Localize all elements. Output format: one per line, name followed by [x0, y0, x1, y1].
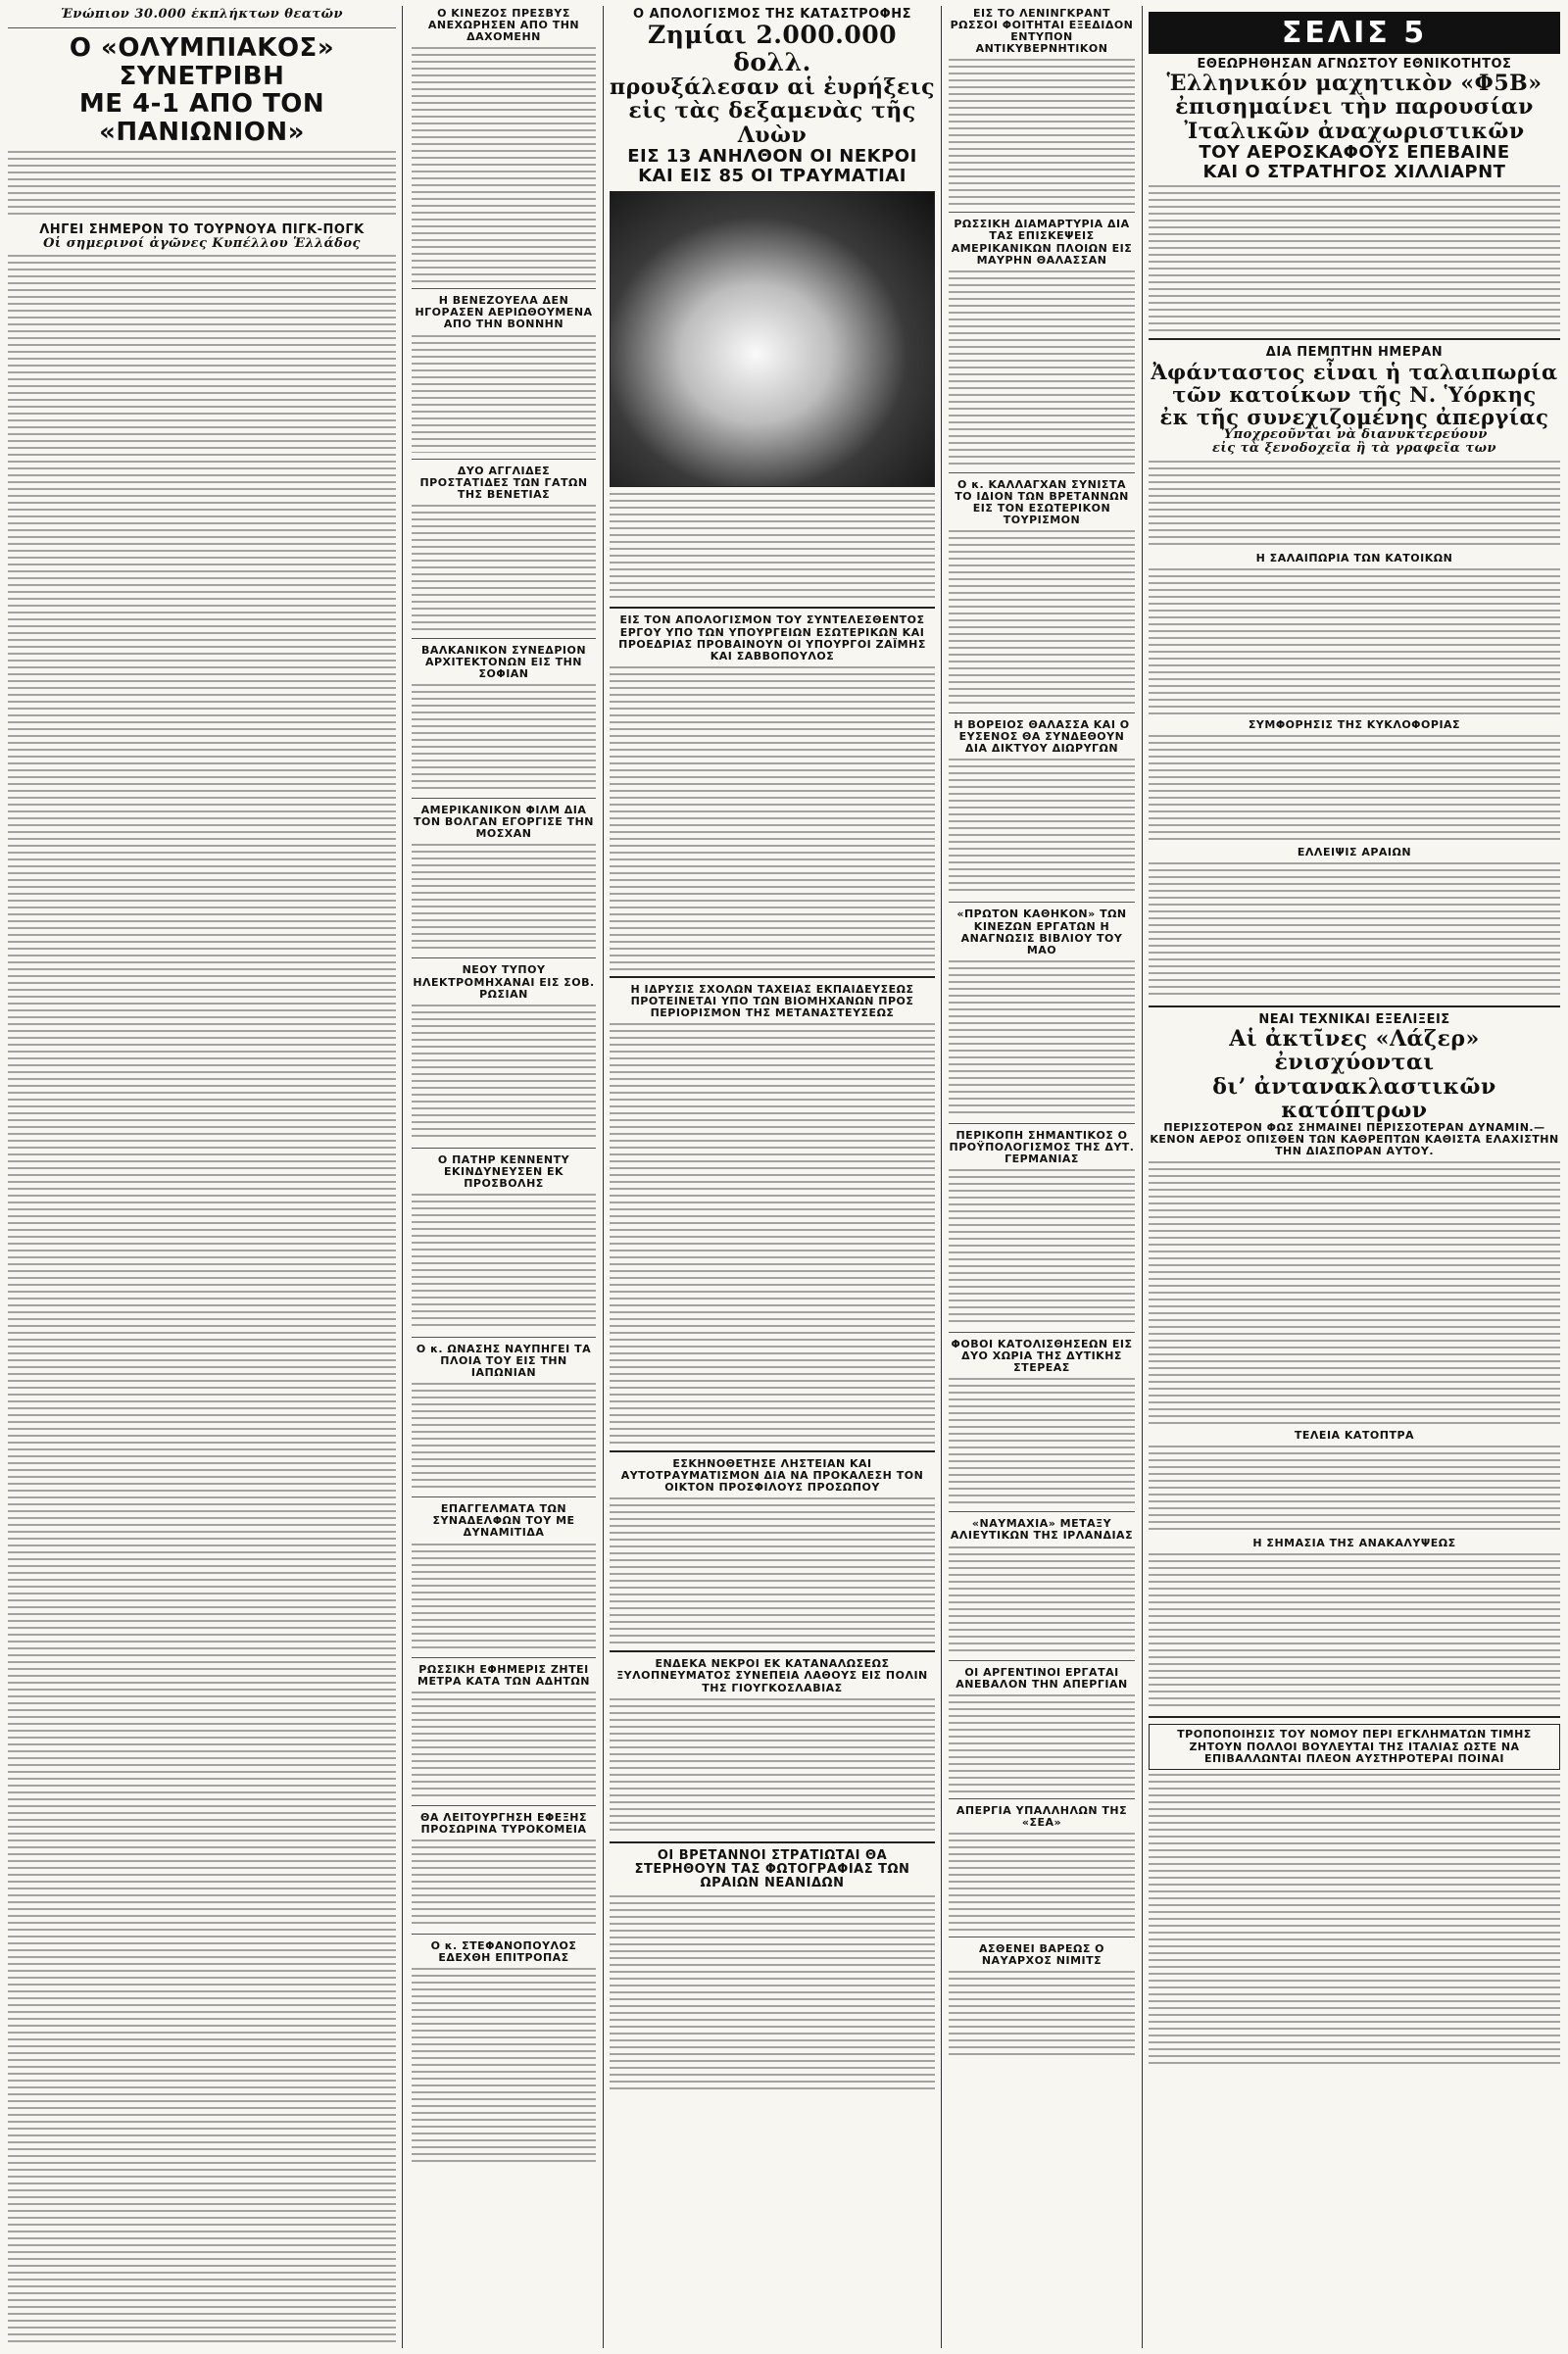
divider — [949, 212, 1135, 213]
subhead-cup-matches: Οἱ σημερινοί ἀγῶνες Κυπέλλου Ἑλλάδος — [43, 235, 361, 251]
deck-laser: ΠΕΡΙΣΣΟΤΕΡΟΝ ΦΩΣ ΣΗΜΑΙΝΕΙ ΠΕΡΙΣΣΟΤΕΡΑΝ ΔΥΝΑΜΙΝ.— ΚΕΝΟΝ ΑΕΡΟΣ ΟΠΙΣΘΕΝ ΤΩΝ ΚΑΘΡΕΠΤΩΝ ΚΑΘΙΣΤΑ ΕΛΑΧΙΣΤΗΝ ΤΗΝ ΔΙΑΣΠΟΡΑΝ ΑΥΤΟΥ. — [1150, 1120, 1559, 1158]
box-italy-law — [1149, 1724, 1560, 1769]
headline-f5b-2: ἐπισημαίνει τὴν παρουσίαν — [1175, 94, 1534, 121]
deck-aircraft-2: ΚΑΙ Ο ΣΤΡΑΤΗΓΟΣ ΧΙΛΛΙΑΡΝΤ — [1202, 161, 1506, 182]
divider — [949, 712, 1135, 713]
headline-british-soldiers: ΟΙ ΒΡΕΤΑΝΝΟΙ ΣΤΡΑΤΙΩΤΑΙ ΘΑ ΣΤΕΡΗΘΟΥΝ ΤΑΣ ΦΩΤΟΓΡΑΦΙΑΣ ΤΩΝ ΩΡΑΙΩΝ ΝΕΑΝΙΔΩΝ — [634, 1847, 910, 1891]
headline-laser-1: Αἱ ἀκτῖνες «Λάζερ» ἐνισχύονται — [1229, 1026, 1480, 1076]
article-body — [949, 1169, 1135, 1326]
article-body — [412, 1005, 596, 1142]
headline-nyc-1: Ἀφάνταστος εἶναι ἡ ταλαιπωρία — [1151, 359, 1558, 384]
headline-mao-book: «ΠΡΩΤΟΝ ΚΑΘΗΚΟΝ» ΤΩΝ ΚΙΝΕΖΩΝ ΕΡΓΑΤΩΝ Η ΑΝΑΓΝΩΣΙΣ ΒΙΒΛΙΟΥ ΤΟΥ ΜΑΟ — [956, 907, 1127, 956]
article-body — [412, 505, 596, 632]
article-body — [1149, 735, 1560, 843]
article-body — [949, 530, 1135, 707]
article-body — [1149, 185, 1560, 332]
headline-methanol-deaths: ΕΝΔΕΚΑ ΝΕΚΡΟΙ ΕΚ ΚΑΤΑΝΑΛΩΣΕΩΣ ΞΥΛΟΠΝΕΥΜΑΤΟΣ ΣΥΝΕΠΕΙΑ ΛΑΘΟΥΣ ΕΙΣ ΠΟΛΙΝ ΤΗΣ ΓΙΟΥΓΚΟΣΛΑΒΙΑΣ — [616, 1657, 928, 1694]
headline-damages-3: εἰς τὰς δεξαμενὰς τῆς Λυὼν — [628, 98, 916, 148]
article-body — [949, 270, 1135, 466]
column-rule — [1142, 6, 1143, 2348]
article-body — [1149, 1774, 1560, 2068]
photo-fire — [610, 191, 935, 487]
article-body — [1149, 862, 1560, 1000]
column-world-news — [949, 8, 1135, 2346]
divider — [610, 976, 935, 978]
divider — [949, 1798, 1135, 1799]
article-body — [412, 1968, 596, 2164]
headline-chinese-ambassador: Ο ΚΙΝΕΖΟΣ ΠΡΕΣΒΥΣ ΑΝΕΧΩΡΗΣΕΝ ΑΠΟ ΤΗΝ ΔΑΧΟΜΕΗΝ — [427, 8, 580, 44]
divider — [412, 1496, 596, 1497]
headline-venezuela: Η ΒΕΝΕΖΟΥΕΛΑ ΔΕΝ ΗΓΟΡΑΣΕΝ ΑΕΡΙΩΘΟΥΜΕΝΑ ΑΠΟ ΤΗΝ ΒΟΝΝΗΝ — [415, 294, 593, 331]
deck-dead: ΕΙΣ 13 ΑΝΗΛΘΟΝ ΟΙ ΝΕΚΡΟΙ — [627, 145, 917, 167]
headline-canals: Η ΒΟΡΕΙΟΣ ΘΑΛΑΣΣΑ ΚΑΙ Ο ΕΥΣΕΝΟΣ ΘΑ ΣΥΝΔΕΘΟΥΝ ΔΙΑ ΔΙΚΤΥΟΥ ΔΙΩΡΥΓΩΝ — [954, 718, 1130, 756]
divider — [949, 1660, 1135, 1661]
headline-f5b-3: Ἰταλικῶν ἀναχωριστικῶν — [1184, 118, 1525, 144]
minor-head-3: ΕΛΛΕΙΨΙΣ ΑΡΑΙΩΝ — [1297, 845, 1412, 858]
headline-dynamite: ΕΠΑΓΓΕΛΜΑΤΑ ΤΩΝ ΣΥΝΑΔΕΛΦΩΝ ΤΟΥ ΜΕ ΔΥΝΑΜΙΤΙΔΑ — [432, 1502, 575, 1540]
article-body — [412, 684, 596, 792]
headline-callaghan: Ο κ. ΚΑΛΛΑΓΧΑΝ ΣΥΝΙΣΤΑ ΤΟ ΙΔΙΟΝ ΤΩΝ ΒΡΕΤΑΝΝΩΝ ΕΙΣ ΤΟΝ ΕΣΩΤΕΡΙΚΟΝ ΤΟΥΡΙΣΜΟΝ — [955, 477, 1129, 527]
column-rule — [402, 6, 403, 2348]
kicker-fifth-day: ΔΙΑ ΠΕΜΠΤΗΝ ΗΜΕΡΑΝ — [1265, 345, 1444, 361]
headline-nyc-3: ἐκ τῆς συνεχιζομένης ἀπεργίας — [1159, 404, 1549, 429]
headline-laser-2: δι’ ἀντανακλαστικῶν κατόπτρων — [1212, 1073, 1496, 1123]
column-rule — [603, 6, 604, 2348]
divider — [412, 1337, 596, 1338]
headline-nimitz: ΑΣΘΕΝΕΙ ΒΑΡΕΩΣ Ο ΝΑΥΑΡΧΟΣ ΝΙΜΙΤΣ — [978, 1941, 1105, 1967]
headline-damages-2: προυξάλεσαν αἱ ἐυρήξεις — [610, 74, 935, 101]
headline-landslides: ΦΟΒΟΙ ΚΑΤΟΛΙΣΘΗΣΕΩΝ ΕΙΣ ΔΥΟ ΧΩΡΙΑ ΤΗΣ ΔΥΤΙΚΗΣ ΣΤΕΡΕΑΣ — [951, 1338, 1133, 1375]
subhead-ping-pong: ΛΗΓΕΙ ΣΗΜΕΡΟΝ ΤΟ ΤΟΥΡΝΟΥΑ ΠΙΓΚ-ΠΟΓΚ — [39, 221, 365, 237]
article-body — [1149, 1161, 1560, 1426]
column-sports — [8, 8, 396, 2346]
divider — [949, 1332, 1135, 1333]
column-features — [1149, 8, 1560, 2346]
article-lead — [8, 151, 396, 220]
kicker-disaster: Ο ΑΠΟΛΟΓΙΣΜΟΣ ΤΗΣ ΚΑΤΑΣΤΡΟΦΗΣ — [633, 8, 911, 22]
deck-injured: ΚΑΙ ΕΙΣ 85 ΟΙ ΤΡΑΥΜΑΤΙΑΙ — [638, 165, 906, 186]
top-line: Ἐνώπιον 30.000 ἐκπλήκτων θεατῶν — [61, 8, 343, 22]
kicker-nationality: ΕΘΕΩΡΗΘΗΣΑΝ ΑΓΝΩΣΤΟΥ ΕΘΝΙΚΟΤΗΤΟΣ — [1197, 57, 1512, 72]
headline-stefanopoulos: Ο κ. ΣΤΕΦΑΝΟΠΟΥΛΟΣ ΕΔΕΧΘΗ ΕΠΙΤΡΟΠΑΣ — [430, 1938, 577, 1964]
article-body — [949, 1378, 1135, 1505]
headline-olympiakos-2: ΜΕ 4-1 ΑΠΟ ΤΟΝ «ΠΑΝΙΩΝΙΟΝ» — [78, 89, 325, 148]
column-rule — [941, 6, 942, 2348]
article-body — [412, 1692, 596, 1799]
headline-naval-battle: «ΝΑΥΜΑΧΙΑ» ΜΕΤΑΞΥ ΑΛΙΕΥΤΙΚΩΝ ΤΗΣ ΙΡΛΑΝΔΙΑΣ — [950, 1517, 1134, 1543]
article-body — [1149, 1553, 1560, 1710]
headline-nyc-2: τῶν κατοίκων τῆς Ν. Ὑόρκης — [1172, 381, 1537, 407]
divider — [1149, 338, 1560, 340]
section-banner: ΣΕΛΙΣ 5 — [1149, 12, 1560, 54]
article-body — [610, 1698, 935, 1836]
minor-head-1: Η ΣΑΛΑΙΠΩΡΙΑ ΤΩΝ ΚΑΤΟΙΚΩΝ — [1255, 551, 1453, 564]
headline-ministers-report: ΕΙΣ ΤΟΝ ΑΠΟΛΟΓΙΣΜΟΝ ΤΟΥ ΣΥΝΤΕΛΕΣΘΕΝΤΟΣ ΕΡΓΟΥ ΥΠΟ ΤΩΝ ΥΠΟΥΡΓΕΙΩΝ ΕΣΩΤΕΡΙΚΩΝ ΚΑΙ ΠΡΟΕΔΡΙΑΣ ΠΡΟΒΑΙΝΟΥΝ ΟΙ ΥΠΟΥΡΓΟΙ ΖΑΪΜΗΣ ΚΑΙ ΣΑΒΒΟΠΟΥΛΟΣ — [618, 613, 926, 662]
article-body — [949, 1546, 1135, 1654]
divider — [412, 288, 596, 289]
divider — [412, 1934, 596, 1935]
headline-olympiakos-1: Ο «ΟΛΥΜΠΙΑΚΟΣ» ΣΥΝΕΤΡΙΒΗ — [69, 33, 335, 91]
headline-staged-robbery: ΕΣΚΗΝΟΘΕΤΗΣΕ ΛΗΣΤΕΙΑΝ ΚΑΙ ΑΥΤΟΤΡΑΥΜΑΤΙΣΜΟΝ ΔΙΑ ΝΑ ΠΡΟΚΑΛΕΣΗ ΤΟΝ ΟΙΚΤΟΝ ΠΡΟΣΦΙΛΟΥΣ ΠΡΟΣΩΠΟΥ — [620, 1457, 924, 1495]
headline-onassis: Ο κ. ΩΝΑΣΗΣ ΝΑΥΠΗΓΕΙ ΤΑ ΠΛΟΙΑ ΤΟΥ ΕΙΣ ΤΗΝ ΙΑΠΩΝΙΑΝ — [416, 1342, 592, 1380]
article-body — [412, 47, 596, 282]
article-body — [949, 759, 1135, 896]
article-body — [1149, 1446, 1560, 1534]
headline-leningrad-students: ΕΙΣ ΤΟ ΛΕΝΙΝΓΚΡΑΝΤ ΡΩΣΣΟΙ ΦΟΙΤΗΤΑΙ ΕΞΕΔΙΔΟΝ ΕΝΤΥΠΟΝ ΑΝΤΙΚΥΒΕΡΝΗΤΙΚΟΝ — [950, 8, 1134, 56]
article-body — [610, 1895, 935, 2091]
article-body — [949, 960, 1135, 1117]
headline-cheese-dairies: ΘΑ ΛΕΙΤΟΥΡΓΗΣΗ ΕΦΕΞΗΣ ΠΡΟΣΩΡΙΝΑ ΤΥΡΟΚΟΜΕΙΑ — [419, 1810, 587, 1836]
headline-architects: ΒΑΛΚΑΝΙΚΟΝ ΣΥΝΕΔΡΙΟΝ ΑΡΧΙΤΕΚΤΟΝΩΝ ΕΙΣ ΤΗΝ ΣΟΦΙΑΝ — [420, 643, 587, 681]
headline-volga-film: ΑΜΕΡΙΚΑΝΙΚΟΝ ΦΙΛΜ ΔΙΑ ΤΟΝ ΒΟΛΓΑΝ ΕΓΟΡΓΙΣΕ ΤΗΝ ΜΟΣΧΑΝ — [413, 804, 594, 841]
article-body — [412, 844, 596, 952]
minor-head-2: ΣΥΜΦΟΡΗΣΙΣ ΤΗΣ ΚΥΚΛΟΦΟΡΙΑΣ — [1248, 717, 1461, 731]
divider — [412, 1805, 596, 1806]
headline-electronic-machines: ΝΕΟΥ ΤΥΠΟΥ ΗΛΕΚΤΡΟΜΗΧΑΝΑΙ ΕΙΣ ΣΟΒ. ΡΩΣΙΑΝ — [413, 963, 595, 1001]
article-body — [412, 1194, 596, 1331]
divider — [412, 1148, 596, 1149]
divider — [8, 27, 396, 28]
divider — [412, 1657, 596, 1658]
article-body — [412, 1383, 596, 1491]
divider — [412, 638, 596, 639]
subhead-nyc-1: Ὑποχρεοῦνται νὰ διανυκτερεύουν — [1221, 427, 1488, 443]
article-body — [610, 666, 935, 970]
headline-fast-schools: Η ΙΔΡΥΣΙΣ ΣΧΟΛΩΝ ΤΑΧΕΙΑΣ ΕΚΠΑΙΔΕΥΣΕΩΣ ΠΡΟΤΕΙΝΕΤΑΙ ΥΠΟ ΤΩΝ ΒΙΟΜΗΧΑΝΩΝ ΠΡΟΣ ΠΕΡΙΟΡΙΣΜΟΝ ΤΗΣ ΜΕΤΑΝΑΣΤΕΥΣΕΩΣ — [630, 982, 914, 1020]
divider — [1149, 1716, 1560, 1718]
article-body — [8, 255, 396, 2346]
divider — [610, 1450, 935, 1452]
article-body — [1149, 568, 1560, 715]
article-body — [949, 1833, 1135, 1931]
divider — [949, 472, 1135, 473]
article-body — [610, 1023, 935, 1445]
headline-black-sea-protest: ΡΩΣΣΙΚΗ ΔΙΑΜΑΡΤΥΡΙΑ ΔΙΑ ΤΑΣ ΕΠΙΣΚΕΨΕΙΣ ΑΜΕΡΙΚΑΝΙΚΩΝ ΠΛΟΙΩΝ ΕΙΣ ΜΑΥΡΗΝ ΘΑΛΑΣΣΑΝ — [951, 218, 1133, 267]
headline-russian-paper: ΡΩΣΣΙΚΗ ΕΦΗΜΕΡΙΣ ΖΗΤΕΙ ΜΕΤΡΑ ΚΑΤΑ ΤΩΝ ΑΔΗΤΩΝ — [417, 1662, 590, 1688]
divider — [610, 607, 935, 609]
divider — [412, 459, 596, 460]
headline-venice-cats: ΔΥΟ ΑΓΓΛΙΔΕΣ ΠΡΟΣΤΑΤΙΔΕΣ ΤΩΝ ΓΑΤΩΝ ΤΗΣ ΒΕΝΕΤΙΑΣ — [419, 464, 588, 501]
headline-f5b-1: Ἑλληνικόν μαχητικὸν «Φ5Β» — [1166, 71, 1543, 97]
kicker-tech: ΝΕΑΙ ΤΕΧΝΙΚΑΙ ΕΞΕΛΙΞΕΙΣ — [1258, 1011, 1450, 1027]
deck-aircraft-1: ΤΟΥ ΑΕΡΟΣΚΑΦΟΥΣ ΕΠΕΒΑΙΝΕ — [1199, 141, 1510, 163]
headline-west-germany-budget: ΠΕΡΙΚΟΠΗ ΣΗΜΑΝΤΙΚΟΣ Ο ΠΡΟΫΠΟΛΟΓΙΣΜΟΣ ΤΗΣ ΔΥΤ. ΓΕΡΜΑΝΙΑΣ — [949, 1128, 1135, 1165]
article-body — [610, 1497, 935, 1644]
minor-head-4: ΤΕΛΕΙΑ ΚΑΤΟΠΤΡΑ — [1294, 1429, 1415, 1443]
divider — [949, 902, 1135, 903]
article-body — [949, 1694, 1135, 1792]
divider — [949, 1123, 1135, 1124]
minor-head-5: Η ΣΗΜΑΣΙΑ ΤΗΣ ΑΝΑΚΑΛΥΨΕΩΣ — [1252, 1537, 1456, 1550]
column-short-news — [412, 8, 596, 2346]
divider — [610, 1841, 935, 1843]
article-body — [412, 1839, 596, 1928]
divider — [412, 957, 596, 958]
article-body — [949, 1971, 1135, 2059]
divider — [412, 798, 596, 799]
headline-damages-1: Ζημίαι 2.000.000 δολλ. — [647, 21, 898, 76]
column-main-story — [610, 8, 935, 2346]
headline-honor-crimes: ΤΡΟΠΟΠΟΙΗΣΙΣ ΤΟΥ ΝΟΜΟΥ ΠΕΡΙ ΕΓΚΛΗΜΑΤΩΝ ΤΙΜΗΣ ΖΗΤΟΥΝ ΠΟΛΛΟΙ ΒΟΥΛΕΥΤΑΙ ΤΗΣ ΙΤΑΛΙΑΣ ΩΣΤΕ ΝΑ ΕΠΙΒΑΛΛΩΝΤΑΙ ΠΛΕΟΝ ΑΥΣΤΗΡΟΤΕΡΑΙ ΠΟΙΝΑΙ — [1177, 1728, 1532, 1765]
article-body — [1149, 461, 1560, 549]
divider — [610, 1650, 935, 1652]
headline-argentine-workers: ΟΙ ΑΡΓΕΝΤΙΝΟΙ ΕΡΓΑΤΑΙ ΑΝΕΒΑΛΟΝ ΤΗΝ ΑΠΕΡΓΙΑΝ — [956, 1665, 1128, 1691]
article-body — [412, 1544, 596, 1651]
headline-sea-strike: ΑΠΕΡΓΙΑ ΥΠΑΛΛΗΛΩΝ ΤΗΣ «ΣΕΑ» — [956, 1803, 1128, 1829]
subhead-nyc-2: εἰς τὰ ξενοδοχεῖα ἢ τὰ γραφεῖα των — [1212, 441, 1496, 457]
headline-father-kennedy: Ο ΠΑΤΗΡ ΚΕΝΝΕΝΤΥ ΕΚΙΝΔΥΝΕΥΣΕΝ ΕΚ ΠΡΟΣΒΟΛΗΣ — [437, 1152, 570, 1190]
article-body — [949, 59, 1135, 206]
photo-caption-and-body — [610, 493, 935, 601]
article-body — [412, 335, 596, 453]
divider — [1149, 1005, 1560, 1007]
divider — [949, 1511, 1135, 1512]
